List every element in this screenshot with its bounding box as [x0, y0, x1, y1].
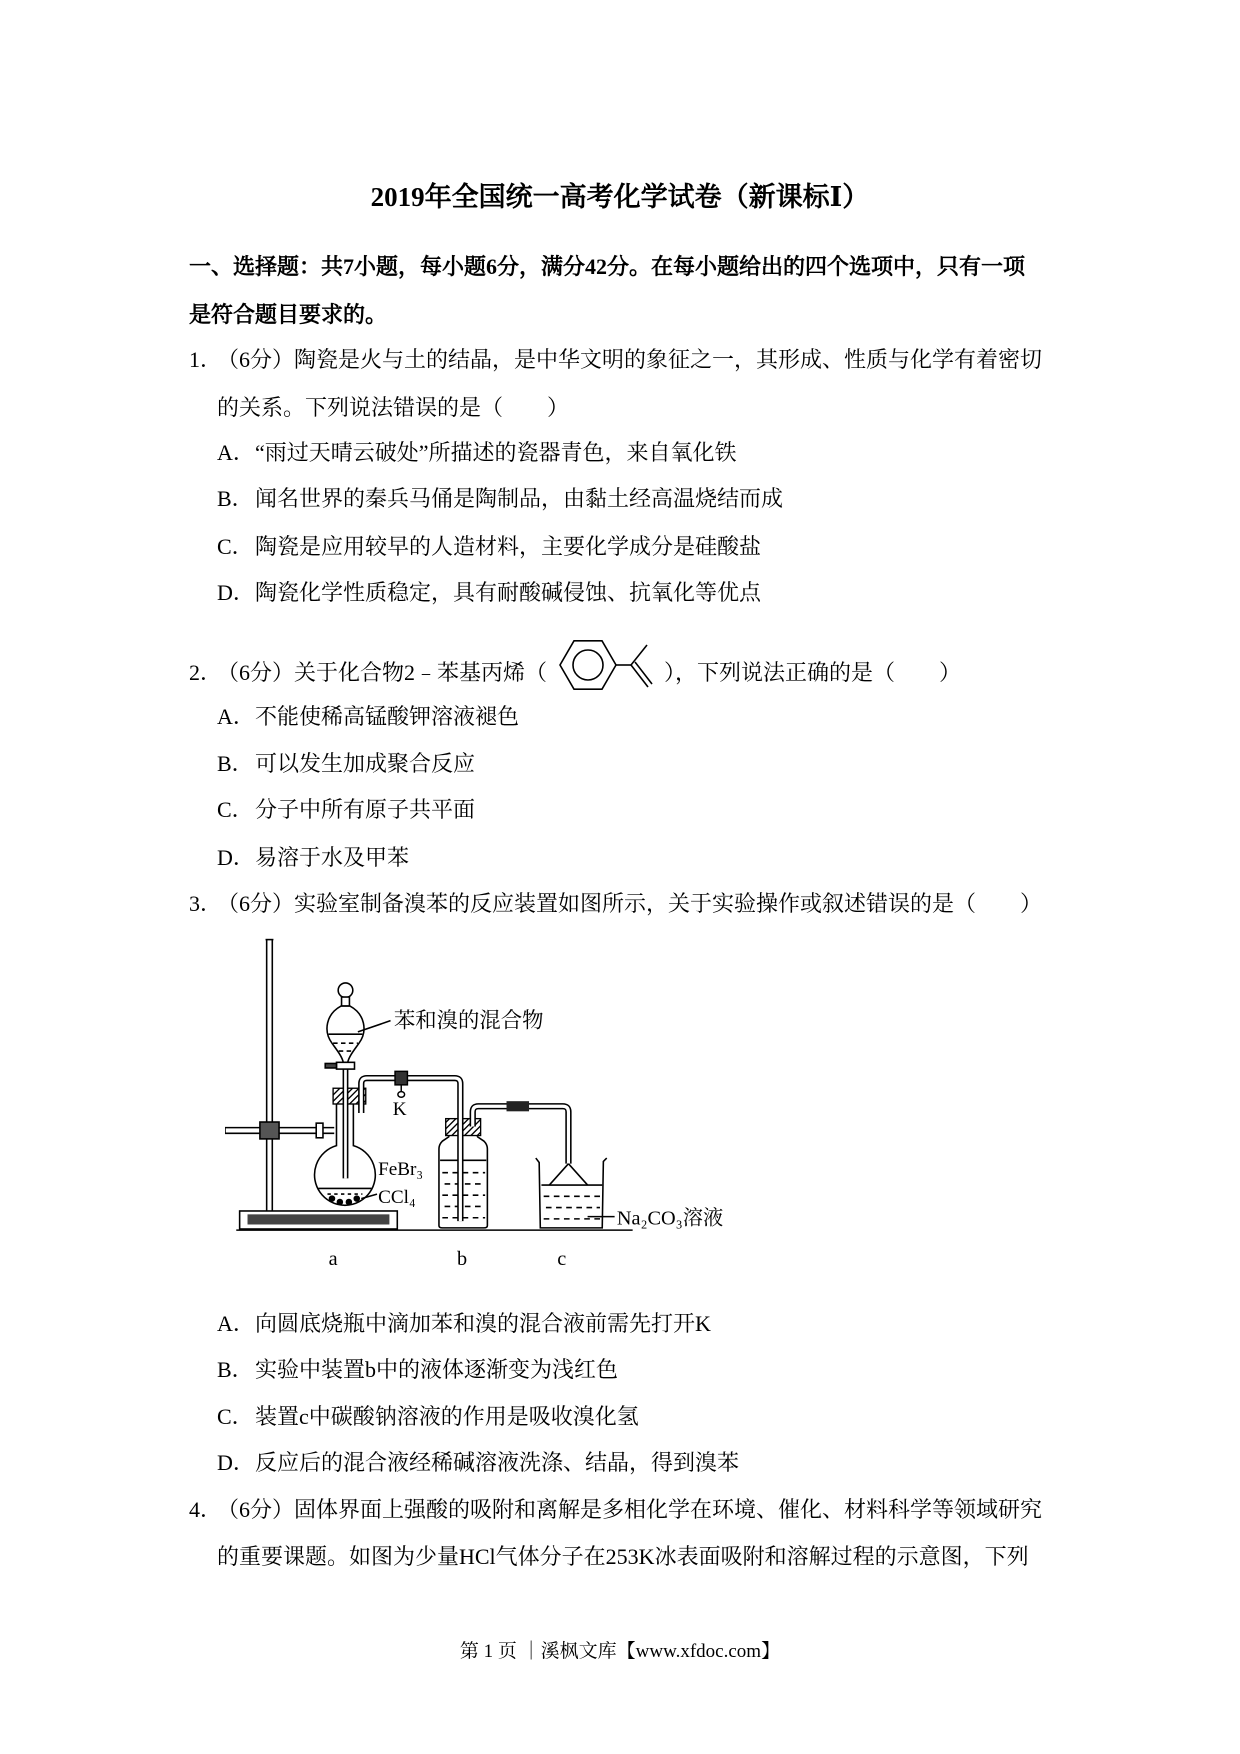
inverted-funnel: [549, 1164, 587, 1185]
option-text: 反应后的混合液经稀碱溶液洗涤、结晶，得到溴苯: [255, 1450, 740, 1475]
option-c: [217, 532, 761, 562]
option-text: 向圆底烧瓶中滴加苯和溴的混合液前需先打开K: [255, 1311, 711, 1336]
option-text: 实验中装置b中的液体逐渐变为浅红色: [255, 1357, 619, 1382]
question-number: 3．: [189, 891, 223, 916]
option-label: C．: [217, 797, 254, 822]
question-stem-line-1: （6分）陶瓷是火与土的结晶，是中华文明的象征之一，其形成、性质与化学有着密切: [217, 347, 1043, 372]
option-text: 分子中所有原子共平面: [255, 797, 476, 822]
rubber-tube-connector: [507, 1101, 530, 1111]
option-b: [217, 484, 783, 514]
option-text: 装置c中碳酸钠溶液的作用是吸收溴化氢: [255, 1404, 639, 1429]
option-text: 闻名世界的秦兵马俑是陶制品，由黏土经高温烧结而成: [255, 486, 784, 511]
2-phenylpropene-structure-image: [555, 625, 662, 704]
methyl-bond: [631, 645, 647, 665]
question-stem-line-2: 的重要课题。如图为少量HCl气体分子在253K冰表面吸附和溶解过程的示意图，下列: [217, 1544, 1029, 1569]
option-label: A．: [217, 440, 255, 465]
question-stem-line-2: 的关系。下列说法错误的是（ ）: [217, 395, 570, 420]
apparatus-label-c: c: [557, 1248, 567, 1271]
question-number: 1．: [189, 347, 223, 372]
option-text: 可以发生加成聚合反应: [255, 751, 476, 776]
benzene-ring: [560, 641, 616, 689]
absorbent-label: Na₂CO₃溶液: [616, 1207, 724, 1230]
option-label: B．: [217, 751, 254, 776]
ring-stand: [225, 940, 633, 1231]
option-text: 陶瓷是应用较早的人造材料，主要化学成分是硅酸盐: [255, 534, 762, 559]
question-stem-line-1: （6分）实验室制备溴苯的反应装置如图所示，关于实验操作或叙述错误的是（ ）: [217, 891, 1043, 916]
option-label: D．: [217, 1450, 255, 1475]
option-c: [217, 795, 475, 825]
page-title: 2019年全国统一高考化学试卷（新课标Ⅰ）: [370, 182, 870, 212]
question-stem: [217, 625, 961, 705]
bromobenzene-apparatus-figure: [225, 935, 743, 1273]
option-a: [217, 438, 737, 468]
beaker-c: [536, 1158, 615, 1228]
option-d: [217, 578, 761, 608]
option-a: [217, 1309, 711, 1339]
question-stem-line-1: （6分）固体界面上强酸的吸附和离解是多相化学在环境、催化、材料科学等领域研究: [217, 1497, 1043, 1522]
option-label: C．: [217, 534, 254, 559]
option-text: “雨过天晴云破处”所描述的瓷器青色，来自氧化铁: [255, 440, 737, 465]
stopcock-k: [395, 1071, 407, 1097]
section-instructions-line-1: 一、选择题：共7小题，每小题6分，满分42分。在每小题给出的四个选项中，只有一项: [189, 254, 1026, 279]
separatory-funnel: [325, 983, 390, 1069]
mixture-label: 苯和溴的混合物: [393, 1008, 544, 1033]
option-b: [217, 1355, 618, 1385]
apparatus-label-a: a: [328, 1248, 338, 1271]
option-c: [217, 1402, 639, 1432]
question-stem-after: ），下列说法正确的是（ ）: [664, 660, 962, 685]
section-instructions-line-2: 是符合题目要求的。: [189, 302, 388, 327]
solvent-label: CCl₄: [378, 1187, 416, 1209]
page-footer: 第 1 页 ｜溪枫文库【www.xfdoc.com】: [459, 1641, 781, 1662]
question-stem-before: （6分）关于化合物2﹣苯基丙烯（: [217, 660, 548, 685]
option-label: B．: [217, 1357, 254, 1382]
option-d: [217, 843, 409, 873]
option-text: 易溶于水及甲苯: [255, 845, 410, 870]
option-a: [217, 702, 519, 732]
option-label: C．: [217, 1404, 254, 1429]
option-text: 不能使稀高锰酸钾溶液褪色: [255, 704, 520, 729]
option-b: [217, 749, 475, 779]
option-label: B．: [217, 486, 254, 511]
option-label: A．: [217, 1311, 255, 1336]
option-label: D．: [217, 845, 255, 870]
valve-label: K: [392, 1099, 407, 1121]
option-text: 陶瓷化学性质稳定，具有耐酸碱侵蚀、抗氧化等优点: [255, 580, 762, 605]
option-label: D．: [217, 580, 255, 605]
option-d: [217, 1448, 739, 1478]
catalyst-label: FeBr₃: [378, 1158, 424, 1180]
question-number: 4．: [189, 1497, 223, 1522]
apparatus-label-b: b: [456, 1248, 468, 1271]
option-label: A．: [217, 704, 255, 729]
aromatic-circle: [573, 650, 603, 680]
question-number: 2．: [189, 660, 223, 685]
